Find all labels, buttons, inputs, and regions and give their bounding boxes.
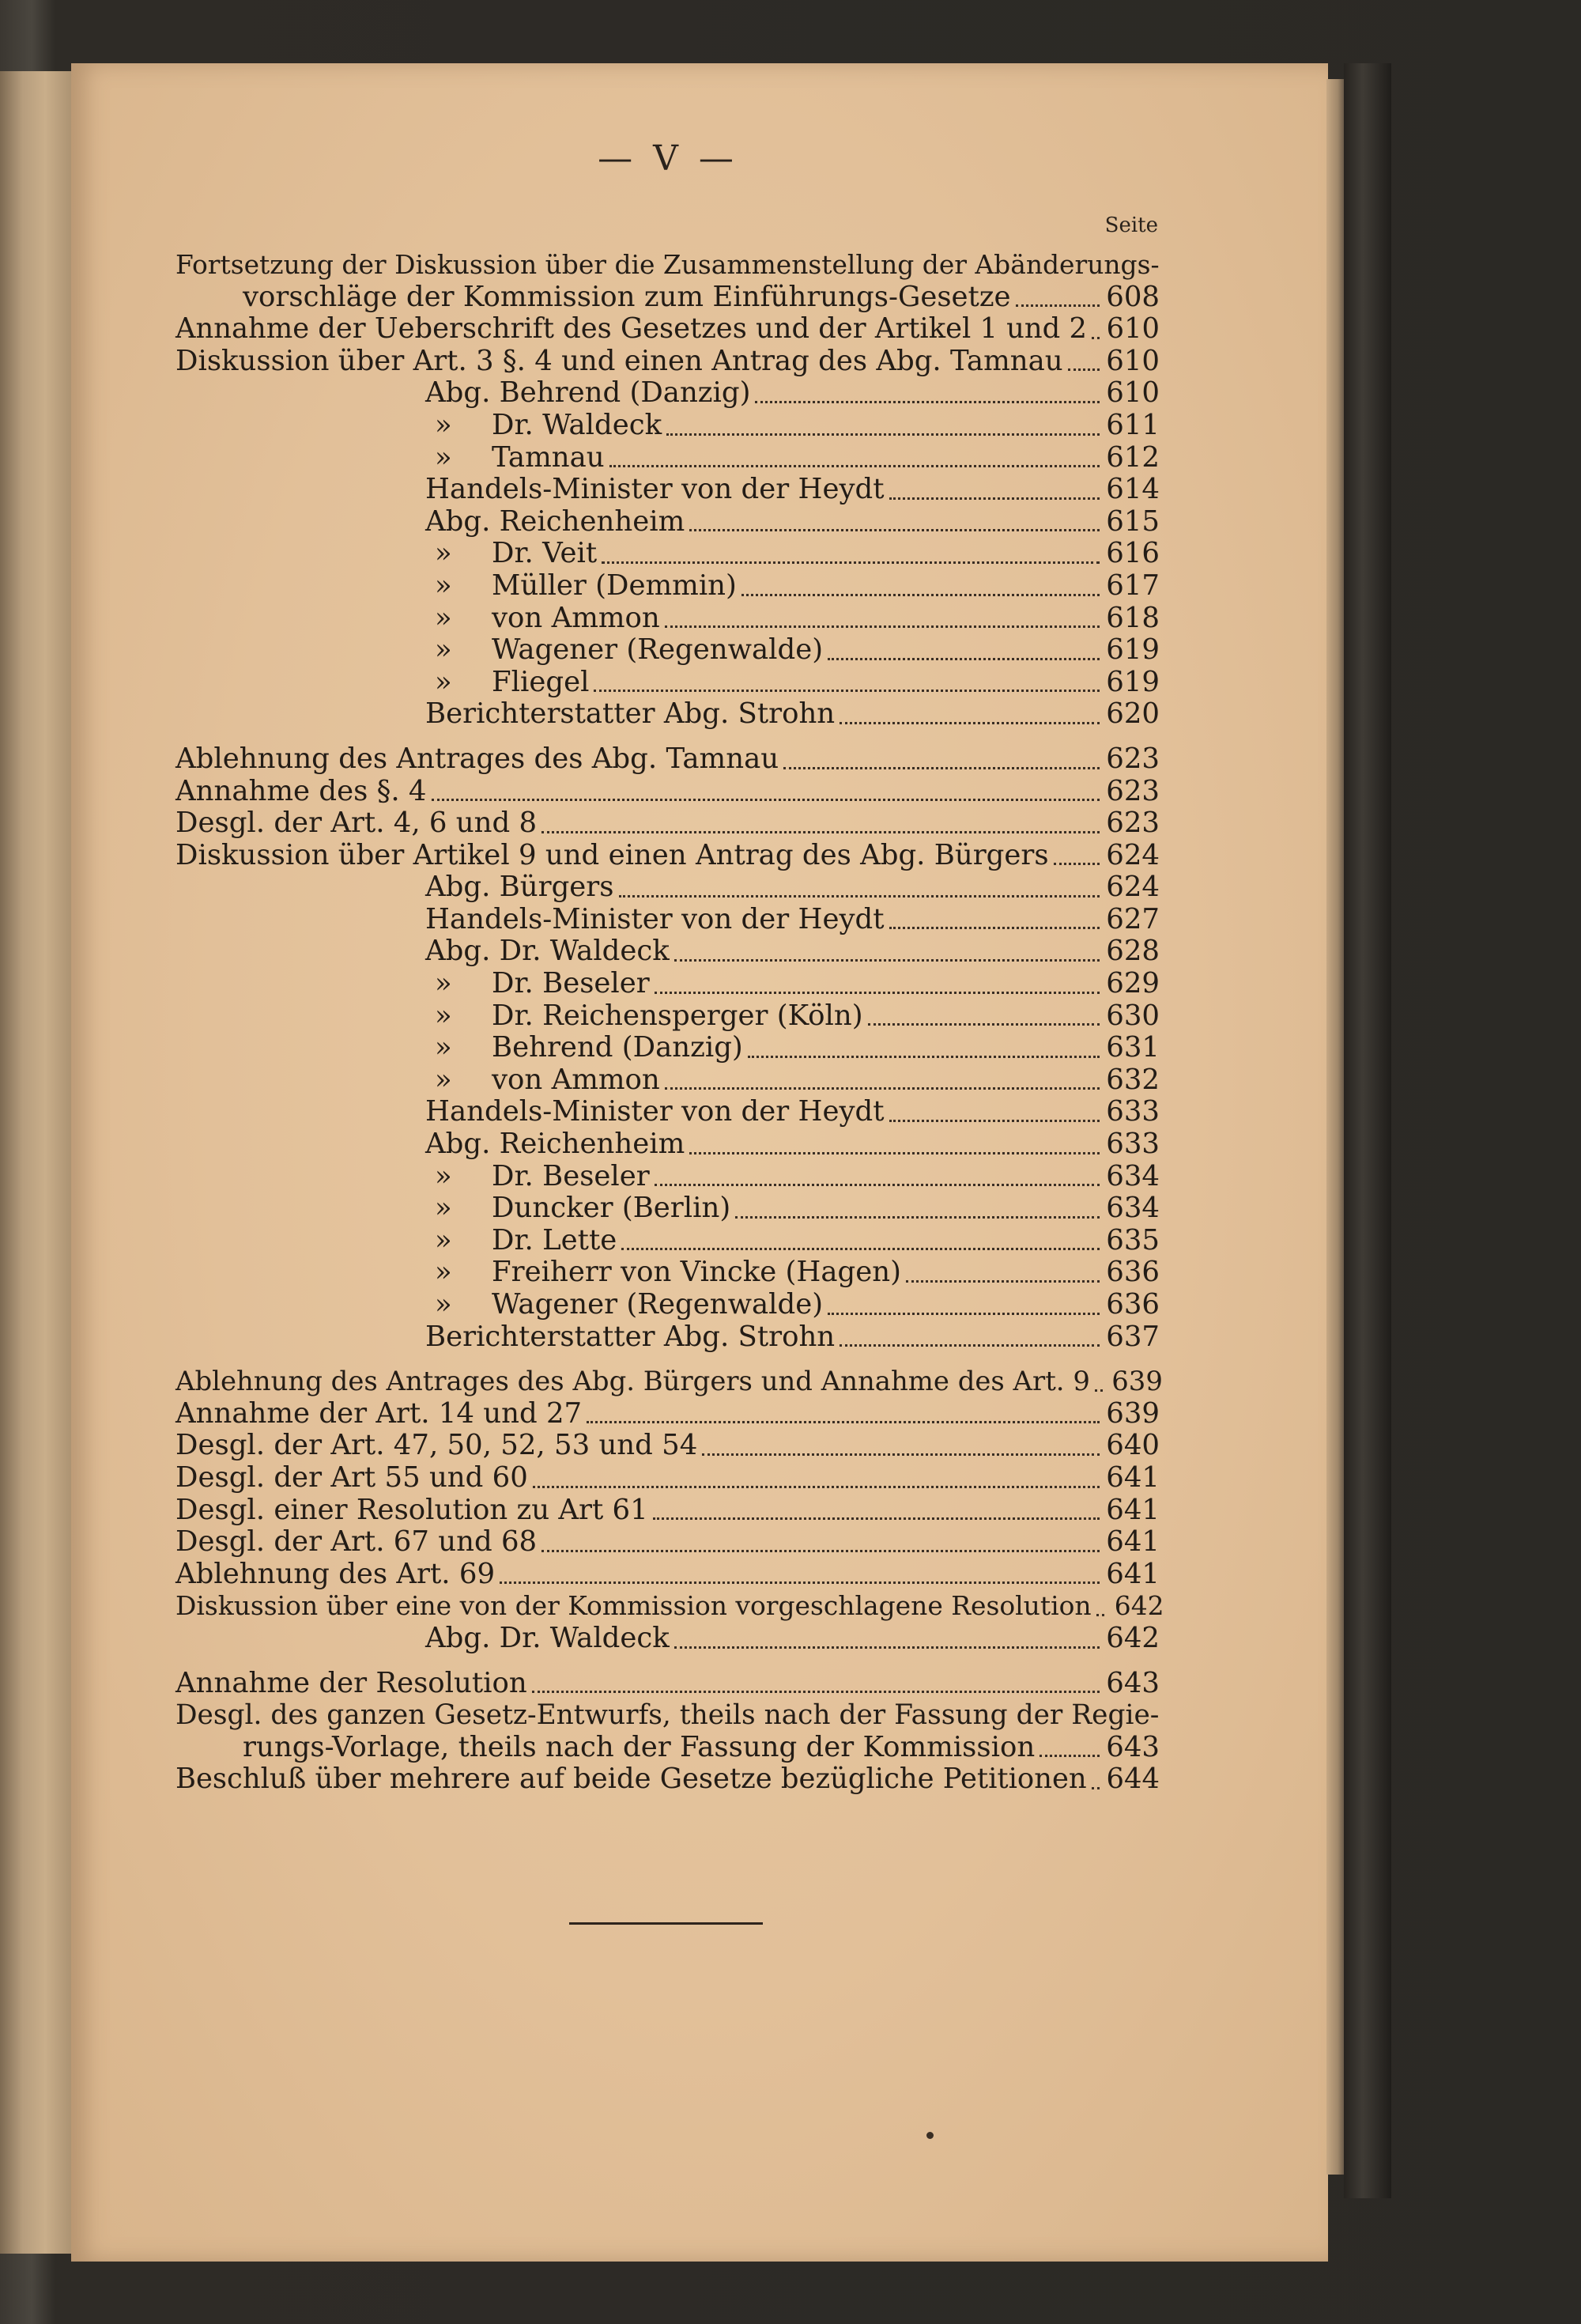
toc-entry-text: Desgl. einer Resolution zu Art 61 [175,1493,648,1526]
ink-speck [926,2132,934,2139]
ditto-mark: » [435,967,452,1000]
toc-entry-page: 640 [1106,1429,1160,1462]
ditto-mark: » [435,1256,452,1289]
dot-leader [868,1015,1100,1026]
dot-leader [1096,1606,1104,1616]
dot-leader [619,887,1100,897]
toc-entry-page: 637 [1106,1320,1160,1353]
toc-entry [175,871,1160,904]
dot-leader [602,554,1100,564]
toc-entry [175,570,1160,603]
seite-column-label: Seite [1104,214,1158,237]
toc-entry [175,1398,1160,1430]
dot-leader [432,791,1100,801]
toc-entry-text: von Ammon [492,601,660,634]
toc-entry-page: 624 [1106,871,1160,904]
toc-entry-text: Annahme der Art. 14 und 27 [175,1396,583,1430]
ditto-mark: » [435,1192,452,1225]
toc-entry-page: 615 [1106,504,1160,538]
toc-entry [175,410,1160,442]
toc-entry [175,249,1160,282]
toc-entry [175,1289,1160,1321]
toc-entry [175,1064,1160,1097]
toc-entry [175,935,1160,968]
ditto-mark: » [435,537,452,570]
toc-entry [175,1161,1160,1193]
toc-entry [175,1430,1160,1462]
toc-entry-page: 641 [1106,1557,1160,1590]
toc-entry [175,1256,1160,1289]
toc-entry-text: Berichterstatter Abg. Strohn [425,1320,836,1353]
dot-leader [541,1542,1100,1552]
toc-entry [175,442,1160,474]
toc-entry-page: 643 [1106,1666,1160,1699]
toc-entry [175,1321,1160,1354]
dot-leader [828,650,1100,660]
dot-leader [594,682,1100,692]
dot-leader [889,919,1100,929]
toc-entry-page: 617 [1106,569,1160,602]
toc-entry [175,474,1160,506]
toc-entry-text: Handels-Minister von der Heydt [425,902,885,935]
dot-leader [500,1574,1100,1584]
toc-entry-text: Desgl. der Art. 47, 50, 52, 53 und 54 [175,1429,698,1462]
dot-leader [889,489,1100,500]
toc-entry-text: Abg. Dr. Waldeck [425,935,670,968]
toc-entry [175,603,1160,635]
toc-entry-page: 641 [1106,1461,1160,1494]
toc-entry-text: Berichterstatter Abg. Strohn [425,697,836,731]
toc-entry [175,1128,1160,1161]
toc-entry [175,840,1160,872]
dot-leader [533,1478,1100,1488]
toc-entry-text: Abg. Reichenheim [425,1128,685,1161]
toc-entry-page: 642 [1106,1621,1160,1654]
dot-leader [655,984,1100,994]
toc-entry [175,1032,1160,1064]
toc-entry [175,1623,1160,1655]
toc-entry-text: Dr. Beseler [492,967,650,1000]
toc-entry [175,1668,1160,1700]
toc-entry-text: Diskussion über eine von der Kommission vorgeschlagene Resolution [175,1590,1092,1622]
toc-entry-text: Dr. Waldeck [492,408,662,441]
toc-entry-text: Abg. Bürgers [425,871,614,904]
toc-entry-page: 634 [1106,1159,1160,1192]
toc-entry-text: Diskussion über Art. 3 §. 4 und einen Antrag des Abg. Tamnau [175,344,1063,377]
toc-entry [175,1225,1160,1257]
toc-entry-page: 639 [1111,1366,1163,1397]
toc-entry [175,807,1160,840]
toc-entry [175,313,1160,346]
toc-entry-text: Fortsetzung der Diskussion über die Zusammenstellung der Abänderungs- [175,249,1160,280]
toc-entry-page: 630 [1106,999,1160,1032]
ditto-mark: » [435,665,452,698]
toc-entry [175,776,1160,808]
toc-entry-page: 642 [1114,1590,1164,1622]
toc-entry [175,904,1160,936]
toc-entry-text: Dr. Beseler [492,1159,650,1192]
toc-entry-page: 608 [1106,280,1160,313]
toc-entry-text: Ablehnung des Antrages des Abg. Tamnau [175,742,779,775]
toc-entry-page: 620 [1106,697,1160,731]
toc-entry-page: 614 [1106,473,1160,506]
toc-entry [175,346,1160,378]
toc-entry [175,634,1160,667]
dot-leader [1092,329,1100,339]
toc-entry-page: 644 [1106,1763,1160,1796]
dot-leader [755,393,1100,403]
dot-leader [666,425,1100,436]
dot-leader [1068,361,1100,371]
toc-entry-text: Ablehnung des Antrages des Abg. Bürgers und Annahme des Art. 9 [175,1366,1090,1397]
dot-leader [1016,297,1100,307]
toc-entry-page: 610 [1106,344,1160,377]
toc-entry-text: Beschluß über mehrere auf beide Gesetze bezügliche Petitionen [175,1763,1087,1796]
toc-entry-page: 636 [1106,1256,1160,1289]
toc-entry-page: 636 [1106,1288,1160,1321]
toc-entry-page: 619 [1106,665,1160,698]
dot-leader [689,1144,1100,1154]
toc-entry-page: 633 [1106,1128,1160,1161]
toc-entry-page: 634 [1106,1192,1160,1225]
toc-entry-text: Wagener (Regenwalde) [492,633,824,667]
dot-leader [889,1112,1100,1122]
toc-entry-page: 641 [1106,1493,1160,1526]
toc-entry-page: 616 [1106,537,1160,570]
dot-leader [621,1240,1100,1250]
dot-leader [735,1208,1100,1219]
toc-entry-page: 632 [1106,1063,1160,1096]
toc-entry [175,1192,1160,1225]
ditto-mark: » [435,1159,452,1192]
toc-entry-text: Annahme des §. 4 [175,774,427,807]
dot-leader [541,823,1100,833]
toc-entry-text: Fliegel [492,665,590,698]
toc-entry [175,698,1160,731]
toc-entry-text: Tamnau [492,440,605,474]
dot-leader [840,1336,1100,1347]
closing-rule [569,1922,763,1925]
ditto-mark: » [435,569,452,602]
toc-entry-text: Ablehnung des Art. 69 [175,1557,496,1590]
dot-leader [587,1413,1100,1423]
toc-entry-text: Dr. Veit [492,537,598,570]
toc-entry [175,1000,1160,1033]
toc-entry-text: Dr. Lette [492,1223,617,1256]
dot-leader [906,1272,1100,1283]
ditto-mark: » [435,1223,452,1256]
toc-entry-page: 643 [1106,1730,1160,1763]
dot-leader [655,1176,1100,1186]
toc-entry-page: 611 [1106,408,1160,441]
toc-entry-text: Abg. Reichenheim [425,504,685,538]
toc-entry-text: von Ammon [492,1063,660,1096]
toc-entry [175,1559,1160,1591]
toc-entry-text: Müller (Demmin) [492,569,737,602]
toc-entry-page: 610 [1106,376,1160,410]
toc-entry-text: Desgl. des ganzen Gesetz-Entwurfs, theils nach der Fassung der Regie- [175,1699,1160,1732]
toc-entry [175,1495,1160,1527]
toc-entry [175,1462,1160,1495]
ditto-mark: » [435,633,452,667]
dot-leader [689,521,1100,531]
table-of-contents [175,249,1164,1796]
dot-leader [653,1510,1100,1520]
toc-entry [175,743,1160,776]
toc-entry-page: 641 [1106,1525,1160,1559]
toc-entry-text: Handels-Minister von der Heydt [425,1095,885,1128]
ditto-mark: » [435,999,452,1032]
toc-entry-text: Desgl. der Art 55 und 60 [175,1461,528,1494]
toc-entry-page: 610 [1106,312,1160,346]
toc-entry-text: Desgl. der Art. 67 und 68 [175,1525,538,1559]
dot-leader [741,586,1100,596]
toc-entry-text: Duncker (Berlin) [492,1192,731,1225]
dot-leader [609,457,1100,467]
ditto-mark: » [435,440,452,474]
toc-entry-text: rungs-Vorlage, theils nach der Fassung der Kommission [243,1730,1036,1763]
toc-entry-page: 631 [1106,1031,1160,1064]
dot-leader [1040,1747,1100,1757]
toc-entry-text: Abg. Dr. Waldeck [425,1621,670,1654]
left-page-edge [0,71,75,2254]
toc-entry-page: 619 [1106,633,1160,667]
toc-entry-text: vorschläge der Kommission zum Einführungs-Gesetze [243,280,1011,313]
toc-entry-page: 623 [1106,807,1160,840]
dot-leader [748,1048,1100,1058]
dot-leader [1054,855,1100,865]
dot-leader [1095,1381,1103,1392]
dot-leader [1092,1779,1100,1789]
toc-entry-page: 629 [1106,967,1160,1000]
dot-leader [674,1638,1100,1649]
dot-leader [532,1683,1100,1693]
toc-entry [175,1732,1160,1764]
ditto-mark: » [435,601,452,634]
toc-entry [175,1096,1160,1128]
toc-entry [175,282,1160,314]
toc-entry [175,1590,1164,1623]
toc-entry-page: 633 [1106,1095,1160,1128]
dot-leader [783,759,1100,769]
toc-entry-page: 612 [1106,440,1160,474]
toc-entry [175,1763,1160,1796]
dot-leader [840,714,1100,724]
toc-entry-text: Behrend (Danzig) [492,1031,743,1064]
toc-entry [175,667,1160,699]
toc-entry [175,1526,1160,1559]
dot-leader [674,951,1100,962]
toc-entry-text: Freiherr von Vincke (Hagen) [492,1256,901,1289]
toc-entry [175,506,1160,538]
toc-entry [175,538,1160,570]
page-number: — V — [598,138,738,179]
toc-entry [175,968,1160,1000]
toc-entry-text: Handels-Minister von der Heydt [425,473,885,506]
toc-entry-text: Dr. Reichensperger (Köln) [492,999,863,1032]
dot-leader [665,1079,1100,1090]
ditto-mark: » [435,1031,452,1064]
book-cover [1344,63,1391,2198]
toc-entry-text: Annahme der Resolution [175,1666,527,1699]
toc-entry-page: 623 [1106,774,1160,807]
dot-leader [828,1305,1100,1315]
toc-entry-page: 639 [1106,1396,1160,1430]
ditto-mark: » [435,1288,452,1321]
right-page-edge [1326,79,1345,2175]
dot-leader [665,618,1100,628]
toc-entry-text: Annahme der Ueberschrift des Gesetzes und der Artikel 1 und 2 [175,312,1087,346]
toc-entry-text: Abg. Behrend (Danzig) [425,376,751,410]
toc-entry [175,1699,1160,1732]
toc-entry-page: 618 [1106,601,1160,634]
toc-entry [175,377,1160,410]
toc-entry-text: Desgl. der Art. 4, 6 und 8 [175,807,538,840]
dot-leader [702,1445,1100,1456]
toc-entry-text: Wagener (Regenwalde) [492,1288,824,1321]
ditto-mark: » [435,1063,452,1096]
toc-entry-page: 627 [1106,902,1160,935]
toc-entry-page: 635 [1106,1223,1160,1256]
ditto-mark: » [435,408,452,441]
toc-entry [175,1366,1163,1398]
toc-entry-page: 624 [1106,838,1160,871]
toc-entry-text: Diskussion über Artikel 9 und einen Antrag des Abg. Bürgers [175,838,1049,871]
toc-entry-page: 628 [1106,935,1160,968]
toc-entry-page: 623 [1106,742,1160,775]
